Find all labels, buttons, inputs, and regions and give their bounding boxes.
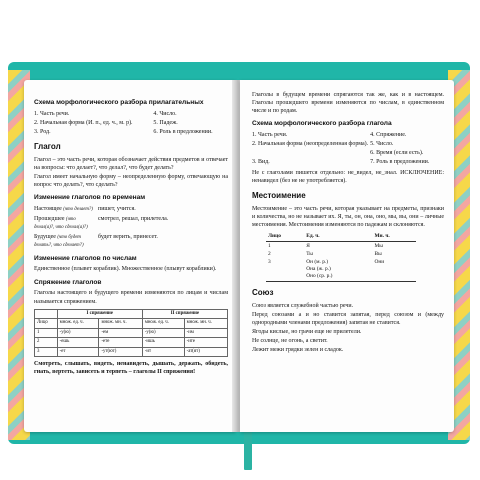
- pronoun-definition: Местоимение – это часть речи, которая указывает на предметы, признаки и количества, но не называет их. Я, ты, он, она, оно, мы, вы, они – личные местоимения. Местоимения изменяются по падежам и склоняются.: [252, 205, 444, 228]
- table-row: [266, 242, 416, 251]
- future-tense-text: Глаголы в будущем времени спрягаются так же, как и в настоящем. Глаголы прошедшего времени изменяются по числам, в единственном числе и по родам.: [252, 92, 444, 115]
- table-corner: [35, 309, 58, 318]
- conjunction-line: Лежит межи грядки зелен и сладок.: [252, 347, 344, 354]
- table-cell: -у(ю): [57, 328, 99, 337]
- table-row: [266, 258, 416, 281]
- table-cell: -ет: [57, 347, 99, 356]
- table-cell: -ешь: [57, 338, 99, 347]
- column-header: Мн. ч.: [372, 232, 416, 242]
- tense-name: Прошедшее: [34, 215, 65, 222]
- verb-scheme-title: Схема морфологического разбора глагола: [252, 120, 392, 128]
- table-cell: Я: [306, 242, 310, 249]
- tense-example: будет верить, принесет.: [98, 233, 158, 240]
- table-row: [35, 328, 228, 337]
- table-cell: Они: [372, 258, 416, 281]
- tense-name: Настоящее: [34, 206, 62, 213]
- table-cell: -ишь: [142, 338, 184, 347]
- adj-item: 4. Число.: [153, 110, 177, 117]
- table-cell: Он (м. р.) Она (ж. р.) Оно (ср. р.): [304, 258, 372, 281]
- tense-example: смотрел, решал, прилетела.: [98, 215, 169, 222]
- conjunction-line: Не солнце, не огонь, а светит.: [252, 338, 328, 345]
- table-row: [35, 347, 228, 356]
- number-text: Единственное (плывет кораблик). Множественное (плывут кораблики).: [34, 266, 217, 273]
- tense-question: (что делает?): [63, 207, 93, 213]
- tense-example: пишет, учится.: [98, 206, 136, 213]
- verb-item: 7. Роль в предложении.: [370, 159, 430, 166]
- left-page: [24, 80, 236, 432]
- table-cell: Мы: [374, 242, 383, 249]
- tense-question: (что делал(а)?, что сделал(а)?): [34, 216, 88, 231]
- table-cell: -ат(ят): [184, 347, 227, 356]
- number-title: Изменение глаголов по числам: [34, 254, 137, 262]
- table-cell: -ит: [142, 347, 184, 356]
- conjunction-line: Перед союзами а и но ставится запятая, перед союзом и (между однородными членами предложения) запятая не ставится.: [252, 311, 444, 326]
- table-cell: 3: [266, 258, 304, 281]
- verb-definition: Глагол – это часть речи, которая обозначает действия предметов и отвечает на вопросы: что делает?, что делал?, что будет делать?: [34, 156, 228, 172]
- pronoun-table: [266, 232, 416, 282]
- tense-row: [34, 205, 228, 213]
- table-cell: 3: [35, 347, 58, 356]
- table-cell: -ем: [99, 328, 142, 337]
- verb-item: 6. Время (если есть).: [370, 150, 424, 157]
- pronoun-heading: Местоимение: [252, 190, 306, 200]
- column-header: Лицо: [266, 232, 304, 242]
- table-row: [35, 338, 228, 347]
- tense-row: [34, 215, 228, 232]
- group-header: II спряжение: [142, 309, 227, 318]
- conjugation-text: Глаголы настоящего и будущего времени изменяются по лицам и числам называется спряжением.: [34, 290, 228, 305]
- column-header: Лицо: [35, 319, 58, 328]
- table-cell: Ты: [306, 250, 313, 257]
- ne-rule-text: Не с глаголами пишется отдельно: не_видел, не_знал. ИСКЛЮЧЕНИЕ: ненавидел (без не не употребляется).: [252, 169, 444, 184]
- table-cell: 1: [35, 328, 58, 337]
- adj-scheme-list: [34, 110, 228, 136]
- table-row: [266, 250, 416, 258]
- verb-item: 3. Вид.: [252, 159, 270, 166]
- table-cell: Вы: [374, 250, 382, 257]
- table-cell: -ете: [99, 338, 142, 347]
- table-cell: -ите: [184, 338, 227, 347]
- table-cell: 1: [268, 242, 271, 249]
- column-header: множ. мн. ч.: [184, 319, 227, 328]
- verb-item: 5. Число.: [370, 141, 394, 148]
- column-header: Ед. ч.: [304, 232, 372, 242]
- tense-name: Будущее: [34, 233, 56, 240]
- adj-scheme-title: Схема морфологического разбора прилагательных: [34, 99, 204, 106]
- adj-item: 5. Падеж.: [153, 119, 178, 126]
- conjunction-line: Союз является служебной частью речи.: [252, 302, 354, 309]
- verb-item: [252, 149, 370, 157]
- verb-initial-form: Глагол имеет начальную форму – неопределенную форму, отвечающую на вопрос что делать?, что сделать?: [34, 174, 228, 189]
- table-cell: 2: [268, 250, 271, 257]
- adj-item: 2. Начальная форма (И. п., ед. ч., м. р).: [34, 119, 133, 126]
- table-cell: -ут(ют): [99, 347, 142, 356]
- verb-item: 2. Начальная форма (неопределенная форма).: [252, 141, 369, 148]
- group-header: I спряжение: [57, 309, 142, 318]
- adj-item: 3. Род.: [34, 129, 51, 136]
- adj-item: 1. Часть речи.: [34, 110, 70, 117]
- conjunction-heading: Союз: [252, 287, 274, 297]
- table-cell: -у(ю): [142, 328, 184, 337]
- verb-scheme-list: [252, 131, 444, 166]
- conjugation-table: [34, 309, 228, 357]
- table-cell: 2: [35, 338, 58, 347]
- verb-item: 1. Часть речи.: [252, 132, 288, 139]
- conjugation-title: Спряжение глаголов: [34, 278, 102, 286]
- column-header: множ. ед. ч.: [142, 319, 184, 328]
- adj-item: 6. Роль в предложении.: [153, 129, 213, 136]
- tense-question: (что будет делать?, что сделает?): [34, 234, 84, 249]
- tense-row: [34, 233, 228, 250]
- table-cell: -им: [184, 328, 227, 337]
- right-page: [240, 80, 454, 432]
- verb-heading: Глагол: [34, 142, 61, 152]
- exceptions-text: Смотреть, слышать, видеть, ненавидеть, дышать, держать, обидеть, гнать, вертеть, зависеть и терпеть – глаголы II спряжения!: [34, 360, 228, 376]
- tense-title: Изменение глаголов по временам: [34, 194, 146, 202]
- verb-item: 4. Спряжение.: [370, 132, 407, 139]
- column-header: множ. ед. ч.: [57, 319, 99, 328]
- conjunction-line: Ягоды кислые, но грачи еще не прилетели.: [252, 329, 362, 336]
- column-header: множ. мн. ч.: [99, 319, 142, 328]
